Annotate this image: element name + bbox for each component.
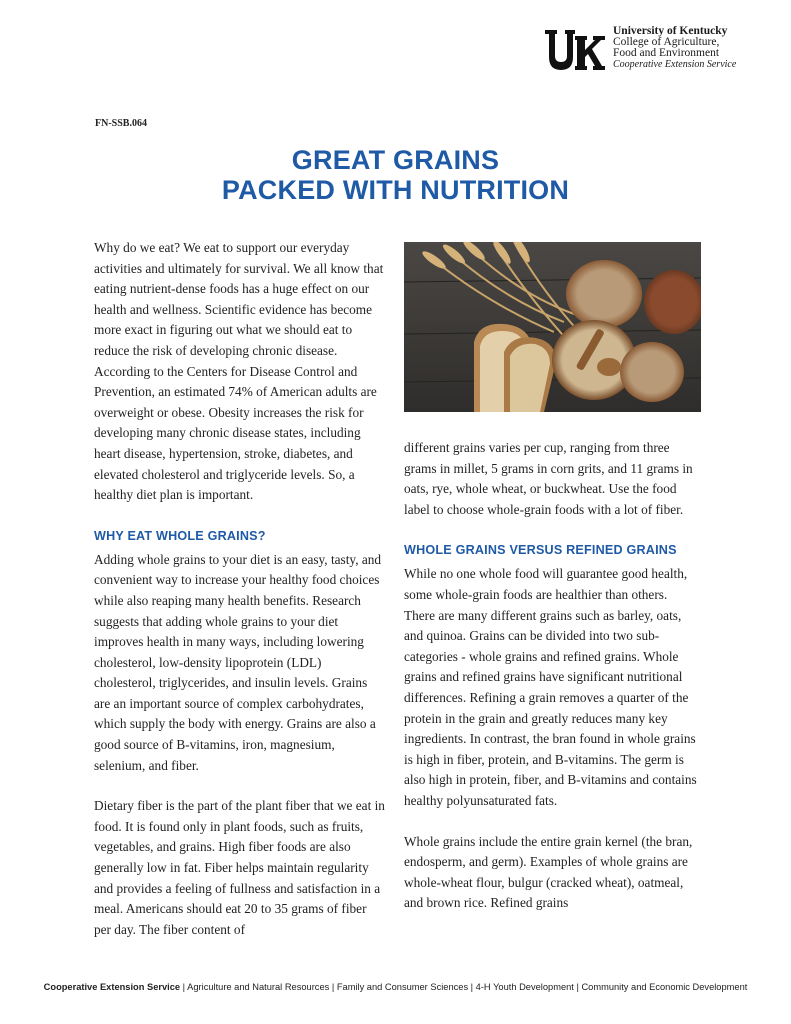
college-name-line2: Food and Environment [613,47,720,59]
uk-logo-icon [543,28,607,72]
grains-photo [404,242,701,412]
service-name: Cooperative Extension Service [613,59,737,70]
title-line-1: GREAT GRAINS [291,145,500,175]
left-column [94,238,386,940]
document-code: FN-SSB.064 [95,118,147,129]
fiber-content-paragraph: different grains varies per cup, ranging from three grams in millet, 5 grams in corn grits, and 11 grams in oats, rye, whole wheat, or buckwheat. Use the food label to choose whole-grain foods with a lot of fiber. [404,440,693,517]
whole-vs-refined-paragraph: While no one whole food will guarantee good health, some whole-grain foods are healthier than others. There are many different grains such as barley, oats, and quinoa. Grains can be divided into two sub-categories - whole grains and refined grains. Whole grains and refined grains have significant nutritional differences. Refining a grain removes a quarter of the protein in the grain and greatly reduces many key ingredients. In contrast, the bran found in whole grains is high in fiber, protein, and B-vitamins. The germ is also high in protein, fiber, and B-vitamins and contains healthy polyunsaturated fats. [404,566,697,808]
footer-programs: | Agriculture and Natural Resources | Family and Consumer Sciences | 4-H Youth Development | Community and Economic Development [180,982,748,992]
whole-grains-examples-paragraph: Whole grains include the entire grain kernel (the bran, endosperm, and germ). Examples of whole grains are whole-wheat flour, bulgur (cracked wheat), oatmeal, and brown rice. Refined grains [404,833,693,911]
section-heading-whole-vs-refined: WHOLE GRAINS VERSUS REFINED GRAINS [404,543,677,558]
whole-grains-paragraph: Adding whole grains to your diet is an easy, tasty, and convenient way to increase your healthy food choices while also reaping many health benefits. Research suggests that adding whole grains to your diet improves health in many ways, including lowering cholesterol, low-density lipoprotein (LDL) cholesterol, triglycerides, and insulin levels. Grains are an important source of complex carbohydrates, which supply the body with energy. Grains are also a good source of B-vitamins, iron, magnesium, selenium, and fiber. [94,551,382,773]
right-column [404,438,700,914]
grains-photo-illustration [404,242,701,412]
footer [0,982,791,992]
college-name-line1: College of Agriculture, [613,36,720,48]
org-name: University of Kentucky [613,25,728,37]
page-title [0,145,791,205]
intro-paragraph: Why do we eat? We eat to support our everyday activities and ultimately for survival. We all know that eating nutrient-dense foods has a huge effect on our health and wellness. Scientific evidence has become more exact in figuring out what we should eat to reduce the risk of developing chronic disease. According to the Centers for Disease Control and Prevention, an estimated 74% of American adults are overweight or obese. Obesity increases the risk for developing many chronic disease states, including heart disease, hypertension, stroke, diabetes, and elevated cholesterol and triglyceride levels. So, a healthy diet plan is important. [94,240,384,503]
logo-text [613,26,736,70]
title-line-2: PACKED WITH NUTRITION [221,175,570,205]
section-heading-why-whole-grains: WHY EAT WHOLE GRAINS? [94,528,266,543]
uk-logo [543,26,783,76]
fiber-paragraph: Dietary fiber is the part of the plant fiber that we eat in food. It is found only in plant foods, such as fruits, vegetables, and grains. High fiber foods are also generally low in fat. Fiber helps maintain regularity and provides a feeling of fullness and satisfaction in a meal. Americans should eat 20 to 35 grams of fiber per day. The fiber content of [94,798,385,937]
footer-lead: Cooperative Extension Service [43,982,181,992]
